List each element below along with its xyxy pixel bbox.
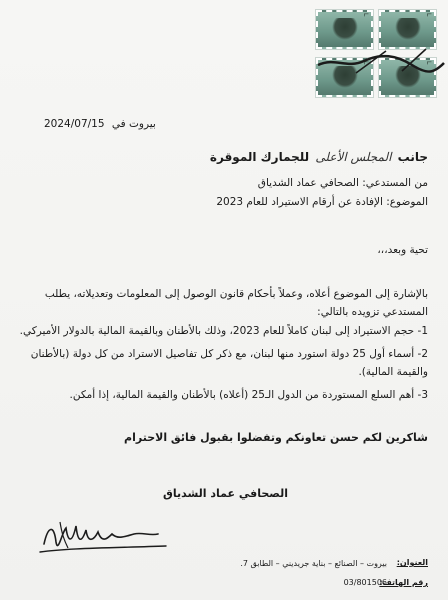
- request-item-1: 1- حجم الاستيراد إلى لبنان كاملاً للعام 2023، وذلك بالأطنان وبالقيمة المالية بالدولار الأميركي.: [19, 325, 428, 337]
- greeting: تحية وبعد،،،: [377, 244, 428, 256]
- subject-line: الموضوع: الإفادة عن أرقام الاستيراد للعام 2023: [216, 196, 428, 208]
- postage-stamps: [316, 10, 443, 102]
- letter-date: 2024/07/15 بيروت في: [44, 118, 156, 130]
- from-line: من المستدعي: الصحافي عماد الشدياق: [257, 177, 428, 189]
- request-item-3: 3- أهم السلع المستوردة من الدول الـ25 (أعلاه) بالأطنان والقيمة المالية، إذا أمكن.: [69, 389, 428, 401]
- cedar-stamp: L: [379, 58, 436, 97]
- request-item-2: 2- أسماء أول 25 دولة استورد منها لبنان، مع ذكر كل تفاصيل الاستراد من كل دولة (بالأطنان والقيمة المالية).: [30, 348, 428, 378]
- addressee: جانب المجلس الأعلى للجمارك الموقرة: [209, 150, 428, 164]
- address-label: العنوان:: [396, 558, 428, 567]
- closing-line: شاكرين لكم حسن تعاونكم وتفضلوا بقبول فائق الاحترام: [124, 431, 428, 444]
- signatory-name: الصحافي عماد الشدياق: [163, 487, 288, 500]
- address-value: بيروت – الصنائع – بناية جريديني – الطابق 7.: [240, 559, 387, 568]
- cedar-stamp: L: [379, 10, 436, 49]
- cedar-stamp: L: [316, 10, 373, 49]
- phone-value: 03/801506: [343, 578, 387, 587]
- cedar-stamp: L: [316, 58, 373, 97]
- phone-label: رقم الهاتف:: [379, 578, 428, 587]
- intro-paragraph: بالإشارة إلى الموضوع أعلاه، وعملاً بأحكام قانون الوصول إلى المعلومات وتعديلاته، يطلب المستدعي تزويده بالتالي:: [44, 288, 428, 318]
- handwritten-signature: [38, 514, 168, 558]
